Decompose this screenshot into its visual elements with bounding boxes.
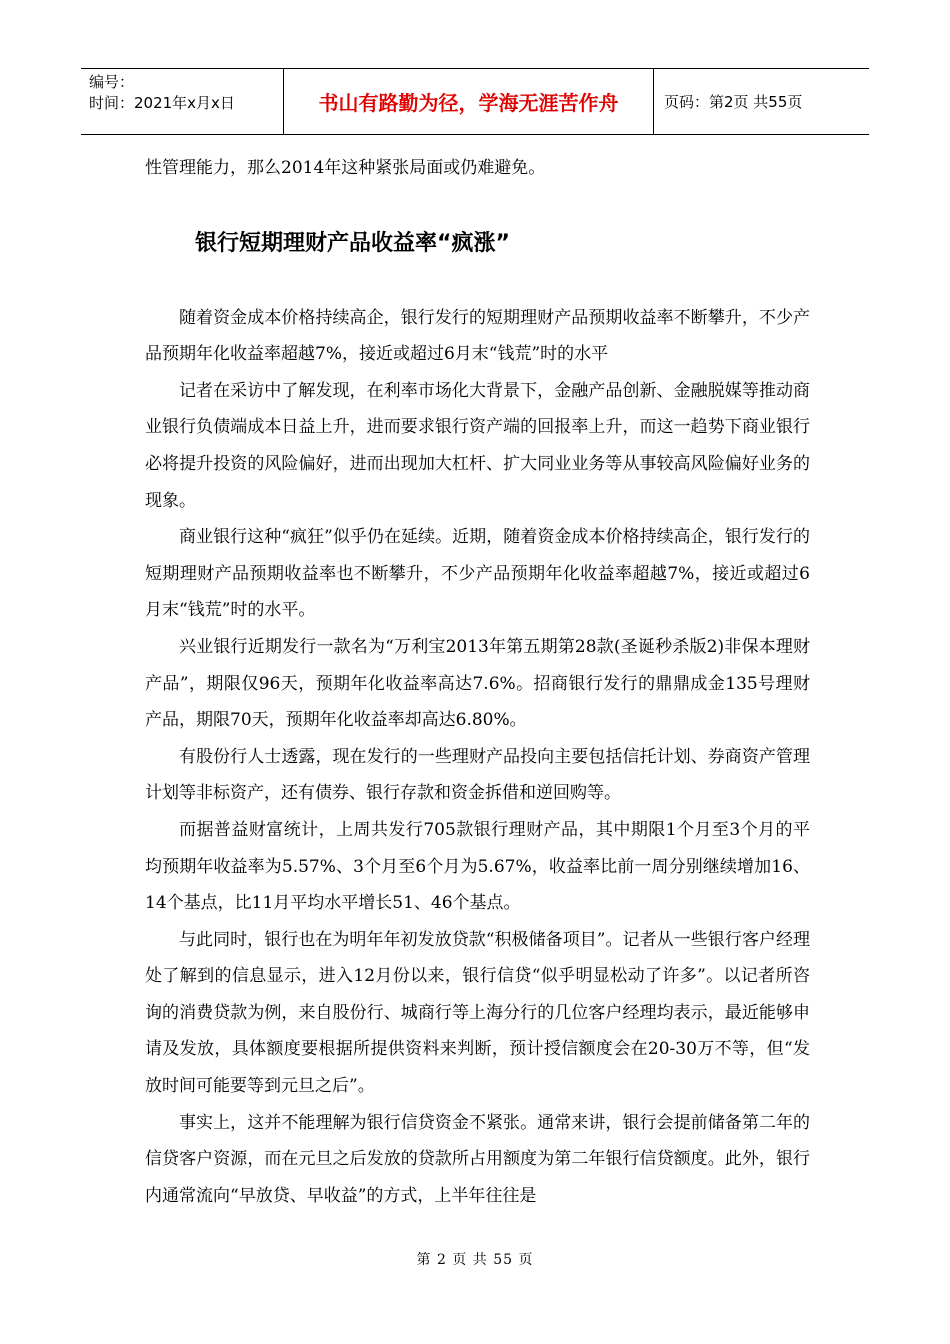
paragraph: 有股份行人士透露，现在发行的一些理财产品投向主要包括信托计划、券商资产管理计划等非标资产，还有债券、银行存款和资金拆借和逆回购等。 xyxy=(145,746,810,804)
paragraph: 而据普益财富统计，上周共发行705款银行理财产品，其中期限1个月至3个月的平均预期年收益率为5.57%、3个月至6个月为5.67%，收益率比前一周分别继续增加16、14个基点，比11月平均水平增长51、46个基点。 xyxy=(145,819,810,914)
paragraph: 商业银行这种“疯狂”似乎仍在延续。近期，随着资金成本价格持续高企，银行发行的短期理财产品预期收益率也不断攀升，不少产品预期年化收益率超越7%，接近或超过6月末“钱荒”时的水平。 xyxy=(145,527,810,621)
page-footer: 第 2 页 共 55 页 xyxy=(416,1252,534,1268)
document-body xyxy=(145,150,810,1214)
paragraph: 与此同时，银行也在为明年年初发放贷款“积极储备项目”。记者从一些银行客户经理处了解到的信息显示，进入12月份以来，银行信贷“似乎明显松动了许多”。以记者所咨询的消费贷款为例，来自股份行、城商行等上海分行的几位客户经理均表示，最近能够申请及发放，具体额度要根据所提供资料来判断，预计授信额度会在20-30万不等，但“发放时间可能要等到元旦之后”。 xyxy=(145,929,810,1097)
page-header xyxy=(81,68,869,135)
paragraph: 记者在采访中了解发现，在利率市场化大背景下，金融产品创新、金融脱媒等推动商业银行负债端成本日益上升，进而要求银行资产端的回报率上升，而这一趋势下商业银行必将提升投资的风险偏好，进而出现加大杠杆、扩大同业业务等从事较高风险偏好业务的现象。 xyxy=(145,380,810,511)
header-motto: 书山有路勤为径，学海无涯苦作舟 xyxy=(283,69,654,134)
serial-number-label: 编号： xyxy=(89,73,135,91)
continuation-text: 性管理能力，那么2014年这种紧张局面或仍难避免。 xyxy=(145,158,546,178)
header-meta xyxy=(81,69,283,134)
date-label: 时间：2021年x月x日 xyxy=(89,94,235,112)
paragraph: 事实上，这并不能理解为银行信贷资金不紧张。通常来讲，银行会提前储备第二年的信贷客户资源，而在元旦之后发放的贷款所占用额度为第二年银行信贷额度。此外，银行内通常流向“早放贷、早收益”的方式，上半年往往是 xyxy=(145,1112,810,1206)
paragraph: 兴业银行近期发行一款名为“万利宝2013年第五期第28款(圣诞秒杀版2)非保本理财产品”，期限仅96天，预期年化收益率高达7.6%。招商银行发行的鼎鼎成金135号理财产品，期限70天，预期年化收益率却高达6.80%。 xyxy=(145,636,810,731)
header-page-info: 页码：第2页 共55页 xyxy=(664,93,803,111)
paragraph: 随着资金成本价格持续高企，银行发行的短期理财产品预期收益率不断攀升，不少产品预期年化收益率超越7%，接近或超过6月末“钱荒”时的水平 xyxy=(145,307,810,365)
article-title: 银行短期理财产品收益率“疯涨” xyxy=(195,230,510,256)
